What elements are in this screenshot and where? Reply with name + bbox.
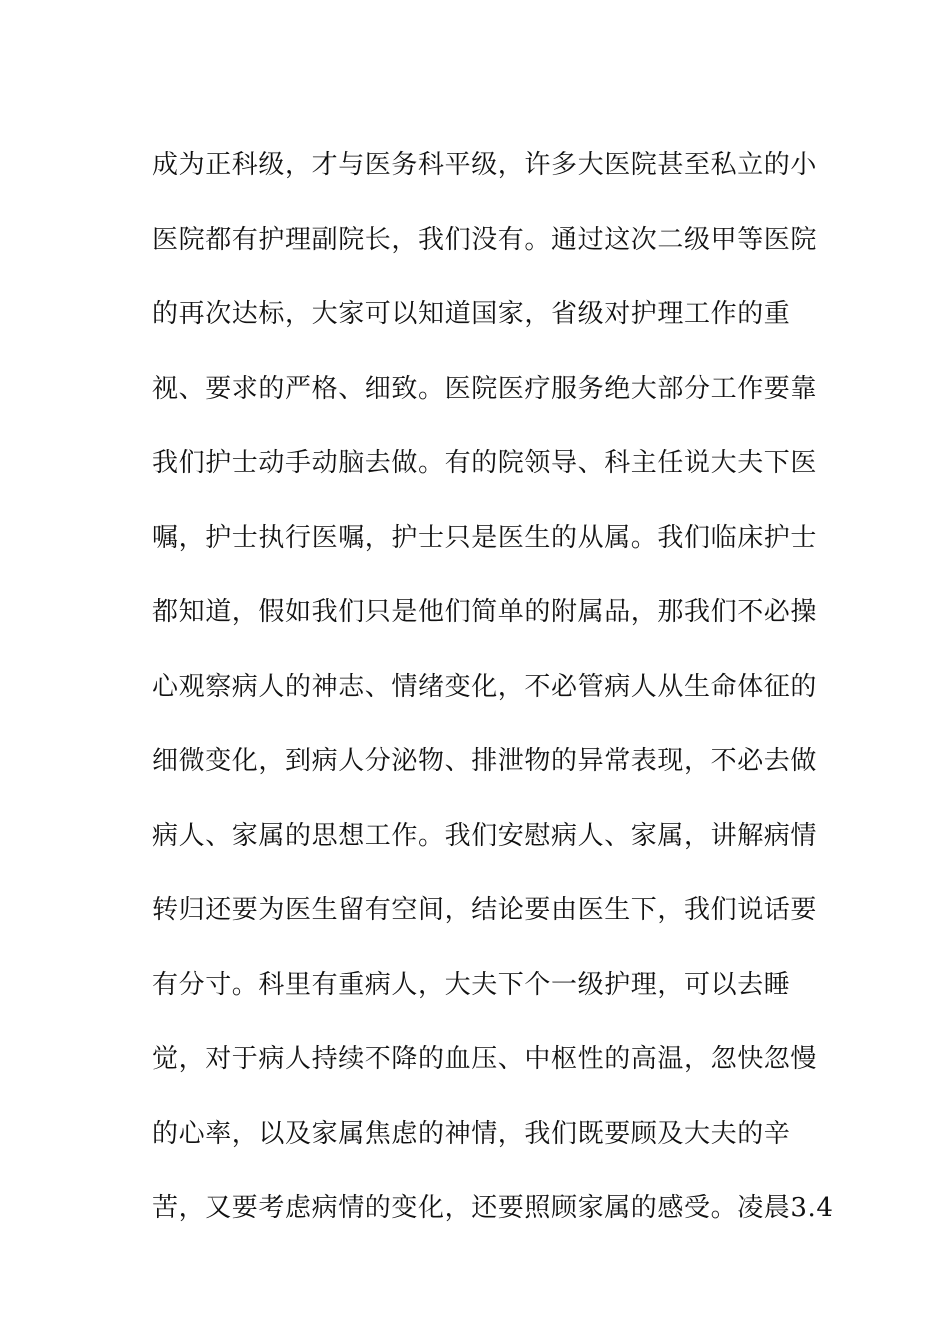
- text-line: 我们护士动手动脑去做。有的院领导、科主任说大夫下医: [152, 448, 818, 478]
- text-line: 视、要求的严格、细致。医院医疗服务绝大部分工作要靠: [152, 373, 818, 404]
- text-line: 嘱，护士执行医嘱，护士只是医生的从属。我们临床护士: [152, 522, 818, 553]
- text-line: 苦，又要考虑病情的变化，还要照顾家属的感受。凌晨3.4: [152, 1193, 834, 1223]
- text-line: 都知道，假如我们只是他们简单的附属品，那我们不必操: [152, 597, 818, 627]
- text-line: 心观察病人的神志、情绪变化，不必管病人从生命体征的: [152, 671, 818, 702]
- text-line: 成为正科级，才与医务科平级，许多大医院甚至私立的小: [152, 150, 818, 180]
- text-line: 病人、家属的思想工作。我们安慰病人、家属，讲解病情: [152, 820, 818, 851]
- text-line: 的再次达标，大家可以知道国家，省级对护理工作的重: [152, 299, 791, 329]
- text-line: 觉，对于病人持续不降的血压、中枢性的高温，忽快忽慢: [152, 1044, 818, 1074]
- text-line: 转归还要为医生留有空间，结论要由医生下，我们说话要: [152, 895, 818, 925]
- text-line: 有分寸。科里有重病人，大夫下个一级护理，可以去睡: [152, 969, 791, 1000]
- body-text: [152, 128, 832, 1246]
- text-line: 的心率，以及家属焦虑的神情，我们既要顾及大夫的辛: [152, 1118, 791, 1149]
- text-line: 医院都有护理副院长，我们没有。通过这次二级甲等医院: [152, 224, 818, 255]
- text-line: 细微变化，到病人分泌物、排泄物的异常表现，不必去做: [152, 746, 818, 776]
